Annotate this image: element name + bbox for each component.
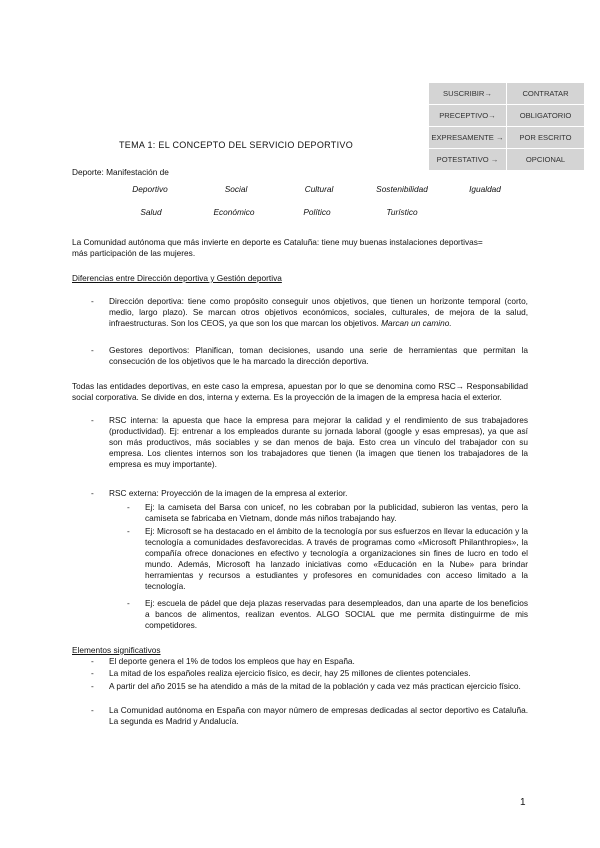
- vocab-meaning: OBLIGATORIO: [507, 105, 585, 127]
- bullet-dash: -: [91, 415, 94, 425]
- page-number: 1: [520, 797, 526, 808]
- vocab-term: POTESTATIVO →: [429, 149, 507, 171]
- bullet-dash: -: [91, 705, 94, 715]
- keyword: Económico: [213, 207, 255, 217]
- elemento-item: La mitad de los españoles realiza ejercicio físico, es decir, hay 25 millones de clientes potenciales.: [109, 668, 471, 678]
- vocab-meaning: POR ESCRITO: [507, 127, 585, 149]
- vocab-term: PRECEPTIVO→: [429, 105, 507, 127]
- vocab-term: SUSCRIBIR→: [429, 83, 507, 105]
- direccion-text: Dirección deportiva: tiene como propósito conseguir unos objetivos, que tienen un horizonte temporal (corto, medio, largo plazo). Se marcan otros objetivos económicos, sociales, culturales, de mejora de la salud, infraestructuras. Son los CEOS, ya que son los que marcan los objetivos.: [109, 296, 528, 328]
- direccion-italic: Marcan un camino.: [381, 318, 452, 328]
- heading-diferencias: Diferencias entre Dirección deportiva y Gestión deportiva: [72, 273, 282, 283]
- sub-bullet-dash: -: [127, 598, 130, 608]
- keyword: Social: [224, 184, 248, 194]
- bullet-dash: -: [91, 656, 94, 666]
- elemento-item: A partir del año 2015 se ha atendido a más de la mitad de la población y cada vez más practican ejercicio físico.: [109, 681, 521, 691]
- intro-line-2: más participación de las mujeres.: [72, 248, 196, 258]
- heading-elementos: Elementos significativos: [72, 645, 161, 655]
- vocab-row: [429, 105, 585, 127]
- keyword: Salud: [140, 207, 162, 217]
- rsc-example-barsa: Ej: la camiseta del Barsa con unicef, no les cobraban por la publicidad, subieron las ventas, pero la camiseta se fabricaba en Vietnam, donde más niños trabajando hay.: [145, 502, 528, 523]
- bullet-dash: -: [91, 296, 94, 306]
- vocab-row: [429, 127, 585, 149]
- keyword: Cultural: [304, 184, 334, 194]
- keyword: Sostenibilidad: [376, 184, 428, 194]
- bullet-dash: -: [91, 488, 94, 498]
- bullet-dash: -: [91, 668, 94, 678]
- vocab-row: [429, 83, 585, 105]
- keyword: Igualdad: [469, 184, 501, 194]
- sub-bullet-dash: -: [127, 526, 130, 536]
- sub-bullet-dash: -: [127, 502, 130, 512]
- deporte-label: Deporte: Manifestación de: [72, 167, 169, 177]
- vocab-row: [429, 149, 585, 171]
- elemento-item: La Comunidad autónoma en España con mayor número de empresas dedicadas al sector deportivo es Cataluña. La segunda es Madrid y Andalucía.: [109, 705, 528, 726]
- vocab-term: EXPRESAMENTE →: [429, 127, 507, 149]
- vocab-meaning: OPCIONAL: [507, 149, 585, 171]
- keyword: Deportivo: [132, 184, 168, 194]
- vocab-meaning: CONTRATAR: [507, 83, 585, 105]
- intro-line-1: La Comunidad autónoma que más invierte en deporte es Cataluña: tiene muy buenas instalaciones deportivas=: [72, 237, 483, 247]
- vocab-table: [428, 82, 585, 171]
- rsc-externa-paragraph: RSC externa: Proyección de la imagen de la empresa al exterior.: [109, 488, 348, 498]
- gestores-paragraph: Gestores deportivos: Planifican, toman decisiones, usando una serie de herramientas que permitan la consecución de los objetivos que le ha marcado la dirección deportiva.: [109, 345, 528, 366]
- rsc-intro-paragraph: Todas las entidades deportivas, en este caso la empresa, apuestan por lo que se denomina como RSC→ Responsabilidad social corporativa. Se divide en dos, interna y externa. Es la proyección de la imagen de la empresa hacia el exterior.: [72, 381, 528, 402]
- page-title: TEMA 1: EL CONCEPTO DEL SERVICIO DEPORTIVO: [119, 140, 353, 150]
- bullet-dash: -: [91, 681, 94, 691]
- keyword: Turístico: [386, 207, 418, 217]
- rsc-interna-paragraph: RSC interna: la apuesta que hace la empresa para mejorar la calidad y el rendimiento de sus trabajadores (productividad). Ej: entrenar a los empleados durante su jornada laboral (google y esas empresas), ya que así son más productivos, más sociables y se dan menos de baja. Esto crea un vínculo del trabajador con su empresa. Los clientes internos son los trabajadores que tienen (la imagen que tienen los trabajadores de la empresa es muy importante).: [109, 415, 528, 469]
- bullet-dash: -: [91, 345, 94, 355]
- rsc-example-microsoft: Ej: Microsoft se ha destacado en el ámbito de la tecnología por sus esfuerzos en llevar la educación y la tecnología a comunidades desfavorecidas. A través de programas como «Microsoft Philanthropies», la compañía ofrece donaciones en efectivo y tecnología a organizaciones sin fines de lucro en todo el mundo. Además, Microsoft ha lanzado iniciativas como «Educación en la Nube» para brindar herramientas y recursos a estudiantes y profesores en comunidades con acceso limitado a la tecnología.: [145, 526, 528, 591]
- elemento-item: El deporte genera el 1% de todos los empleos que hay en España.: [109, 656, 355, 666]
- rsc-example-padel: Ej: escuela de pádel que deja plazas reservadas para desempleados, dan una aparte de los beneficios a bancos de alimentos, realizan eventos. ALGO SOCIAL que me permita distinguirme de mis competidores.: [145, 598, 528, 630]
- direccion-paragraph: [109, 296, 528, 329]
- keyword: Político: [303, 207, 331, 217]
